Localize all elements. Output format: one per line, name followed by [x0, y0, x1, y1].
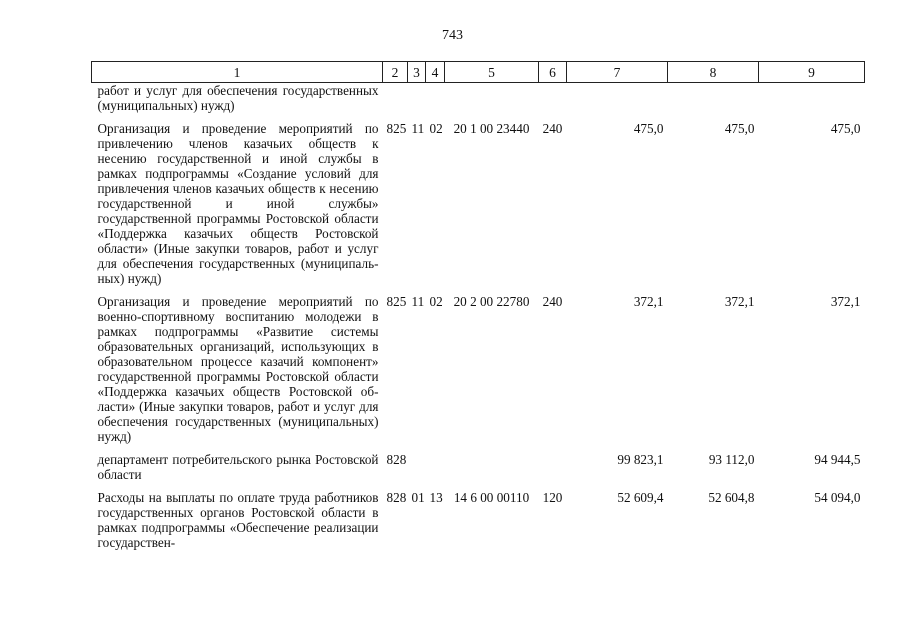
row-amount-year-3: 94 944,5 [814, 452, 861, 467]
header-col-3: 3 [408, 62, 426, 83]
row-target-article: 20 1 00 23440 [453, 121, 530, 136]
row-amount-year-1: 475,0 [633, 121, 664, 136]
header-col-5: 5 [445, 62, 539, 83]
row-section [408, 452, 426, 482]
row-description: департамент потребительского рынка Ростовской области [97, 452, 379, 482]
row-ministry-code: 828 [386, 452, 407, 467]
row-expense-type [539, 452, 567, 482]
row-amount-year-2 [668, 83, 759, 114]
row-amount-year-3: 475,0 [830, 121, 861, 136]
row-subsection: 13 [429, 490, 443, 505]
page-number: 743 [442, 28, 463, 43]
row-ministry-code: 825 [386, 121, 407, 136]
row-amount-year-1: 52 609,4 [617, 490, 664, 505]
row-amount-year-2: 372,1 [724, 294, 755, 309]
table-row [92, 83, 865, 114]
table-row [92, 121, 865, 286]
budget-table [91, 61, 865, 550]
row-target-article [445, 452, 539, 482]
row-amount-year-1: 372,1 [633, 294, 664, 309]
row-target-article: 14 6 00 00110 [453, 490, 530, 505]
header-col-7: 7 [567, 62, 668, 83]
row-amount-year-3: 372,1 [830, 294, 861, 309]
row-target-article [445, 83, 539, 114]
row-subsection [426, 452, 445, 482]
row-description: Расходы на выплаты по оплате труда работников государственных органов Ростовской области в рамках подпрограммы «Обеспечение реализации государствен- [97, 490, 379, 550]
row-subsection: 02 [429, 121, 443, 136]
header-col-2: 2 [383, 62, 408, 83]
table-row [92, 452, 865, 482]
row-amount-year-1 [567, 83, 668, 114]
header-col-9: 9 [759, 62, 865, 83]
row-amount-year-2: 475,0 [724, 121, 755, 136]
row-description: Организация и проведение мероприятий по привлечению членов казачьих обществ к несению государственной и иной службы в рамках подпрограммы «Создание условий для привлечения членов казачьих обществ к несению государственной и иной службы» государственной программы Ростовской области «Поддержка казачьих обществ Ростовской области» (Иные закупки товаров, работ и услуг для обеспечения государственных (муниципальных) нужд) [97, 121, 379, 286]
row-description: работ и услуг для обеспечения государственных (муниципальных) нужд) [97, 83, 379, 113]
row-subsection: 02 [429, 294, 443, 309]
row-ministry-code: 828 [386, 490, 407, 505]
table-row [92, 490, 865, 550]
row-amount-year-1: 99 823,1 [617, 452, 664, 467]
row-section: 01 [411, 490, 425, 505]
row-amount-year-3 [759, 83, 865, 114]
row-expense-type: 240 [542, 121, 563, 136]
row-amount-year-2: 52 604,8 [708, 490, 755, 505]
row-description: Организация и проведение мероприятий по военно-спортивному воспитанию молодежи в рамках подпрограммы «Развитие системы образовательных организаций, использующих в образовательном процессе казачий компонент» государственной программы Ростовской области «Поддержка казачьих обществ Ростовской области» (Иные закупки товаров, работ и услуг для обеспечения государственных (муниципальных) нужд) [97, 294, 379, 444]
row-section [408, 83, 426, 114]
row-section: 11 [411, 121, 425, 136]
row-target-article: 20 2 00 22780 [453, 294, 530, 309]
row-expense-type: 240 [542, 294, 563, 309]
row-subsection [426, 83, 445, 114]
row-ministry-code: 825 [386, 294, 407, 309]
header-col-6: 6 [539, 62, 567, 83]
row-amount-year-2: 93 112,0 [708, 452, 755, 467]
header-col-4: 4 [426, 62, 445, 83]
header-row [92, 62, 865, 83]
row-ministry-code [383, 83, 408, 114]
table-row [92, 294, 865, 444]
row-expense-type: 120 [542, 490, 563, 505]
row-expense-type [539, 83, 567, 114]
row-section: 11 [411, 294, 425, 309]
header-col-1: 1 [92, 62, 383, 83]
row-amount-year-3: 54 094,0 [814, 490, 861, 505]
header-col-8: 8 [668, 62, 759, 83]
